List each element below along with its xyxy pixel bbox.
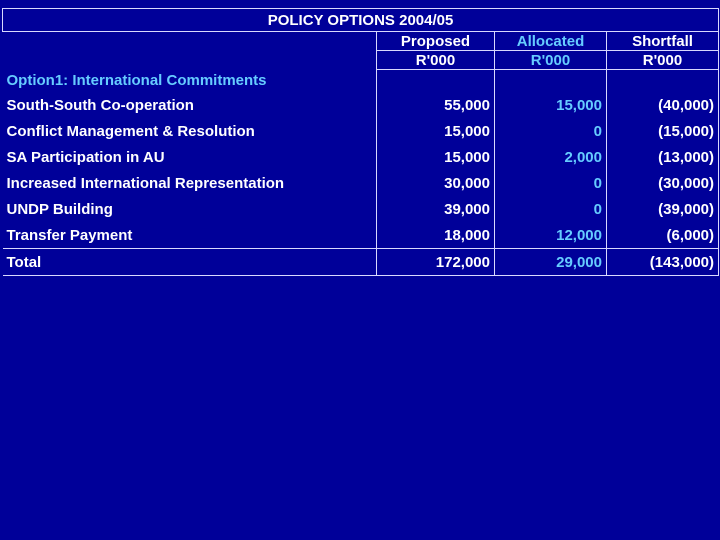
column-header-proposed: Proposed: [377, 32, 495, 51]
row-label: Transfer Payment: [3, 222, 377, 249]
column-unit-shortfall: R'000: [607, 51, 719, 70]
section-cell-proposed: [377, 70, 495, 93]
row-allocated: 15,000: [495, 92, 607, 118]
table-row: [3, 92, 719, 118]
row-label: SA Participation in AU: [3, 144, 377, 170]
total-proposed: 172,000: [377, 249, 495, 276]
row-proposed: 18,000: [377, 222, 495, 249]
section-heading: Option1: International Commitments: [3, 70, 377, 93]
row-label: Increased International Representation: [3, 170, 377, 196]
row-proposed: 15,000: [377, 144, 495, 170]
row-label: UNDP Building: [3, 196, 377, 222]
section-cell-allocated: [495, 70, 607, 93]
row-allocated: 0: [495, 118, 607, 144]
column-unit-proposed: R'000: [377, 51, 495, 70]
row-shortfall: (6,000): [607, 222, 719, 249]
row-shortfall: (40,000): [607, 92, 719, 118]
column-unit-allocated: R'000: [495, 51, 607, 70]
row-proposed: 55,000: [377, 92, 495, 118]
table-row: [3, 196, 719, 222]
row-allocated: 0: [495, 170, 607, 196]
table-row: [3, 222, 719, 249]
column-header-shortfall: Shortfall: [607, 32, 719, 51]
header-spacer: [3, 32, 377, 51]
unit-spacer: [3, 51, 377, 70]
row-shortfall: (15,000): [607, 118, 719, 144]
row-proposed: 15,000: [377, 118, 495, 144]
total-label: Total: [3, 249, 377, 276]
row-shortfall: (39,000): [607, 196, 719, 222]
row-label: Conflict Management & Resolution: [3, 118, 377, 144]
policy-options-table: [2, 8, 719, 276]
section-cell-shortfall: [607, 70, 719, 93]
table-row: [3, 170, 719, 196]
row-shortfall: (30,000): [607, 170, 719, 196]
row-proposed: 39,000: [377, 196, 495, 222]
total-row: [3, 249, 719, 276]
total-shortfall: (143,000): [607, 249, 719, 276]
table-title: POLICY OPTIONS 2004/05: [3, 9, 719, 32]
table-row: [3, 118, 719, 144]
total-allocated: 29,000: [495, 249, 607, 276]
row-label: South-South Co-operation: [3, 92, 377, 118]
table-row: [3, 144, 719, 170]
row-shortfall: (13,000): [607, 144, 719, 170]
row-allocated: 2,000: [495, 144, 607, 170]
row-proposed: 30,000: [377, 170, 495, 196]
column-header-allocated: Allocated: [495, 32, 607, 51]
row-allocated: 0: [495, 196, 607, 222]
row-allocated: 12,000: [495, 222, 607, 249]
